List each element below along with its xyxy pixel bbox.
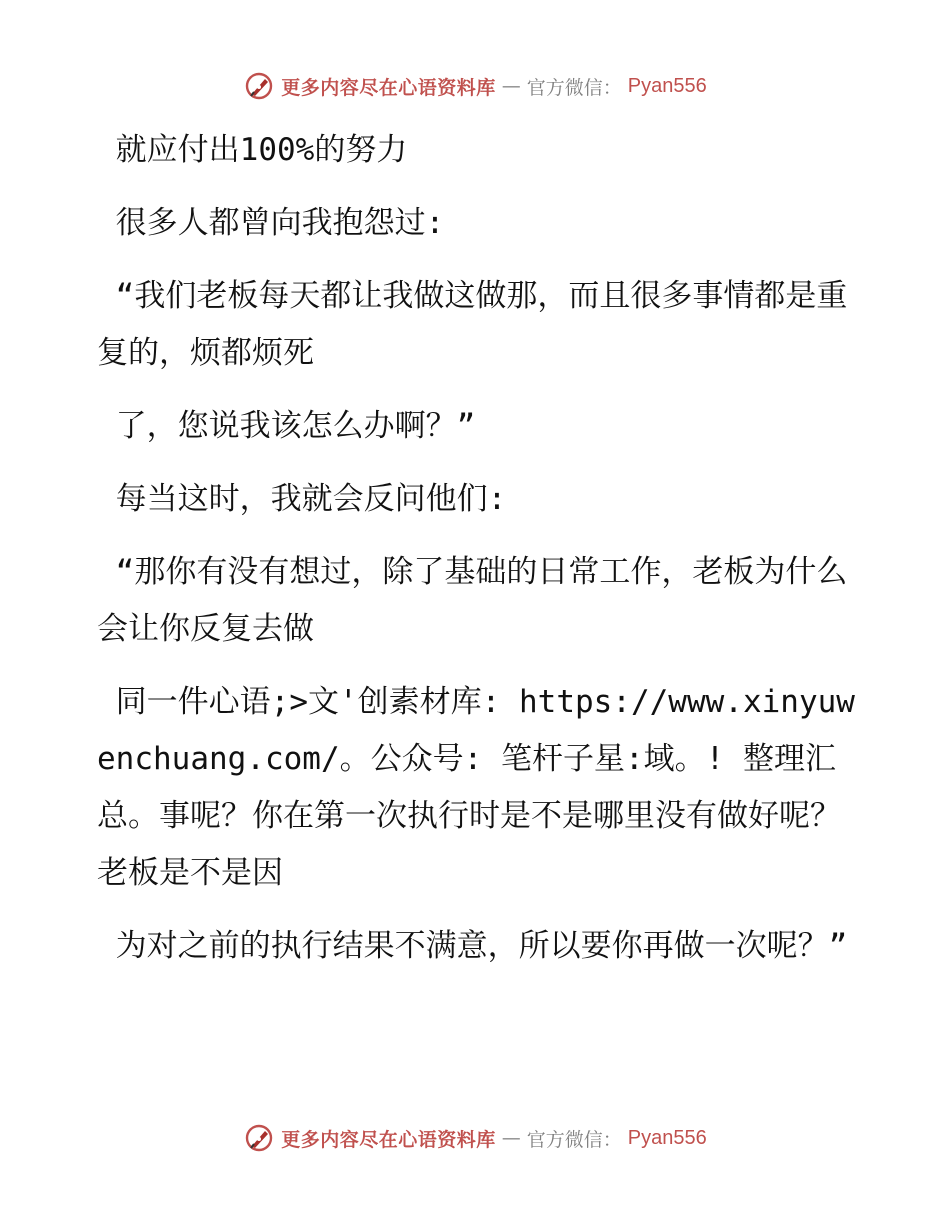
document-body — [97, 122, 857, 991]
header-brand-text: 更多内容尽在心语资料库 — [281, 76, 496, 99]
footer-separator: — — [501, 1127, 521, 1149]
header-separator: — — [501, 75, 521, 97]
footer-brand-text: 更多内容尽在心语资料库 — [281, 1128, 496, 1151]
body-paragraph: 为对之前的执行结果不满意，所以要你再做一次呢？” — [97, 928, 848, 964]
body-paragraph: 很多人都曾向我抱怨过: — [97, 205, 445, 241]
header-wechat-id: Pyan556 — [627, 74, 707, 97]
body-paragraph: “我们老板每天都让我做这做那，而且很多事情都是重复的，烦都烦死 — [97, 278, 848, 371]
header-wechat-label: 官方微信： — [526, 76, 622, 99]
footer-banner-inner — [243, 1122, 707, 1154]
body-paragraph: 同一件心语;>文'创素材库: https://www.xinyuwenchuang.com/。公众号: 笔杆子星:域。! 整理汇总。事呢？你在第一次执行时是不是哪里没有做好呢？老板是不是因 — [97, 684, 855, 891]
footer-banner — [0, 1122, 950, 1154]
body-paragraph: “那你有没有想过，除了基础的日常工作，老板为什么会让你反复去做 — [97, 554, 848, 647]
body-paragraph: 就应付出100%的努力 — [97, 132, 408, 168]
header-banner-inner — [243, 70, 707, 102]
footer-wechat-label: 官方微信： — [526, 1128, 622, 1151]
quill-pen-circle-icon — [243, 70, 275, 102]
header-banner — [0, 70, 950, 102]
quill-pen-circle-icon — [243, 1122, 275, 1154]
body-paragraph: 了，您说我该怎么办啊？” — [97, 408, 476, 444]
footer-wechat-id: Pyan556 — [627, 1126, 707, 1149]
body-paragraph: 每当这时，我就会反问他们: — [97, 481, 507, 517]
